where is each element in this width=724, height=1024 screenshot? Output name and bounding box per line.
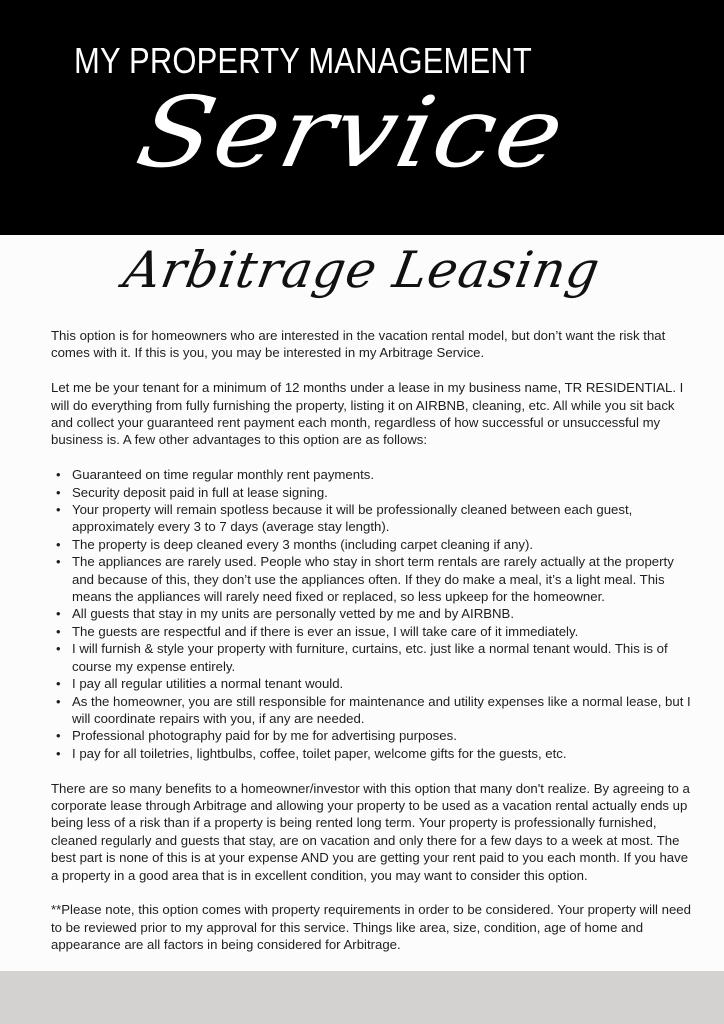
bullet-icon: • [56,745,61,761]
list-item-text: I pay all regular utilities a normal tenant would. [72,676,344,692]
list-item [56,727,699,744]
list-item [56,623,699,640]
advantages-list [51,466,699,762]
list-item [56,693,699,728]
bullet-icon: • [56,641,61,657]
bullet-icon: • [56,728,61,744]
header-banner [0,0,724,235]
list-item-text: All guests that stay in my units are personally vetted by me and by AIRBNB. [72,606,514,622]
list-item [56,745,699,762]
list-item-text: Security deposit paid in full at lease signing. [72,484,328,500]
intro-paragraph: This option is for homeowners who are interested in the vacation rental model, but don’t want the risk that comes with it. If this is you, you may be interested in my Arbitrage Service. [51,328,666,361]
list-item [56,553,699,605]
list-item [56,501,699,536]
list-item-text: The property is deep cleaned every 3 months (including carpet cleaning if any). [72,536,534,552]
tenant-paragraph: Let me be your tenant for a minimum of 12 months under a lease in my business name, TR RESIDENTIAL. I will do everything from fully furnishing the property, listing it on AIRBNB, cleaning, etc. All while you sit back and collect your guaranteed rent payment each month, regardless of how successful or unsuccessful my business is. A few other advantages to this option are as follows: [51,380,684,448]
bullet-icon: • [56,467,61,483]
list-item [56,640,699,675]
list-item [56,466,699,483]
list-item [56,675,699,692]
document-body [51,327,699,971]
list-item-text: Professional photography paid for by me for advertising purposes. [72,728,457,744]
list-item [56,484,699,501]
script-title-service: Service [127,76,576,190]
section-title: Arbitrage Leasing [119,241,605,299]
bullet-icon: • [56,606,61,622]
list-item-text: As the homeowner, you are still responsible for maintenance and utility expenses like a normal lease, but I will coordinate repairs with you, if any are needed. [72,693,691,726]
list-item-text: The appliances are rarely used. People who stay in short term rentals are rarely actually at the property and because of this, they don’t use the appliances often. If they do make a meal, it’s a light meal. This means the appliances will rarely need fixed or replaced, so less upkeep for the homeowner. [72,554,674,605]
bullet-icon: • [56,623,61,639]
benefits-paragraph: There are so many benefits to a homeowner/investor with this option that many don't realize. By agreeing to a corporate lease through Arbitrage and allowing your property to be used as a vacation rental actually ends up being less of a risk than if a property is being rented long term. Your property is professionally furnished, cleaned regularly and guests that stay, are on vacation and only there for a few days to a week at most. The best part is none of this is at your expense AND you are getting your rent paid to you each month. If you have a property in a good area that is in excellent condition, you may want to consider this option. [51,780,690,883]
footer-band [0,971,724,1024]
list-item-text: The guests are respectful and if there is ever an issue, I will take care of it immediately. [72,623,579,639]
bullet-icon: • [56,693,61,709]
list-item-text: Your property will remain spotless because it will be professionally cleaned between each guest, approximately every 3 to 7 days (average stay length). [72,502,633,535]
list-item-text: Guaranteed on time regular monthly rent payments. [72,467,375,483]
bullet-icon: • [56,484,61,500]
bullet-icon: • [56,502,61,518]
bullet-icon: • [56,554,61,570]
page-title: MY PROPERTY MANAGEMENT [74,40,532,81]
list-item [56,605,699,622]
list-item [56,536,699,553]
requirements-note: **Please note, this option comes with property requirements in order to be considered. Your property will need to be reviewed prior to my approval for this service. Things like area, size, condition, age of home and appearance are all factors in being considered for Arbitrage. [51,902,691,953]
list-item-text: I pay for all toiletries, lightbulbs, coffee, toilet paper, welcome gifts for the guests, etc. [72,745,567,761]
bullet-icon: • [56,536,61,552]
list-item-text: I will furnish & style your property with furniture, curtains, etc. just like a normal tenant would. This is of course my expense entirely. [72,641,668,674]
bullet-icon: • [56,676,61,692]
